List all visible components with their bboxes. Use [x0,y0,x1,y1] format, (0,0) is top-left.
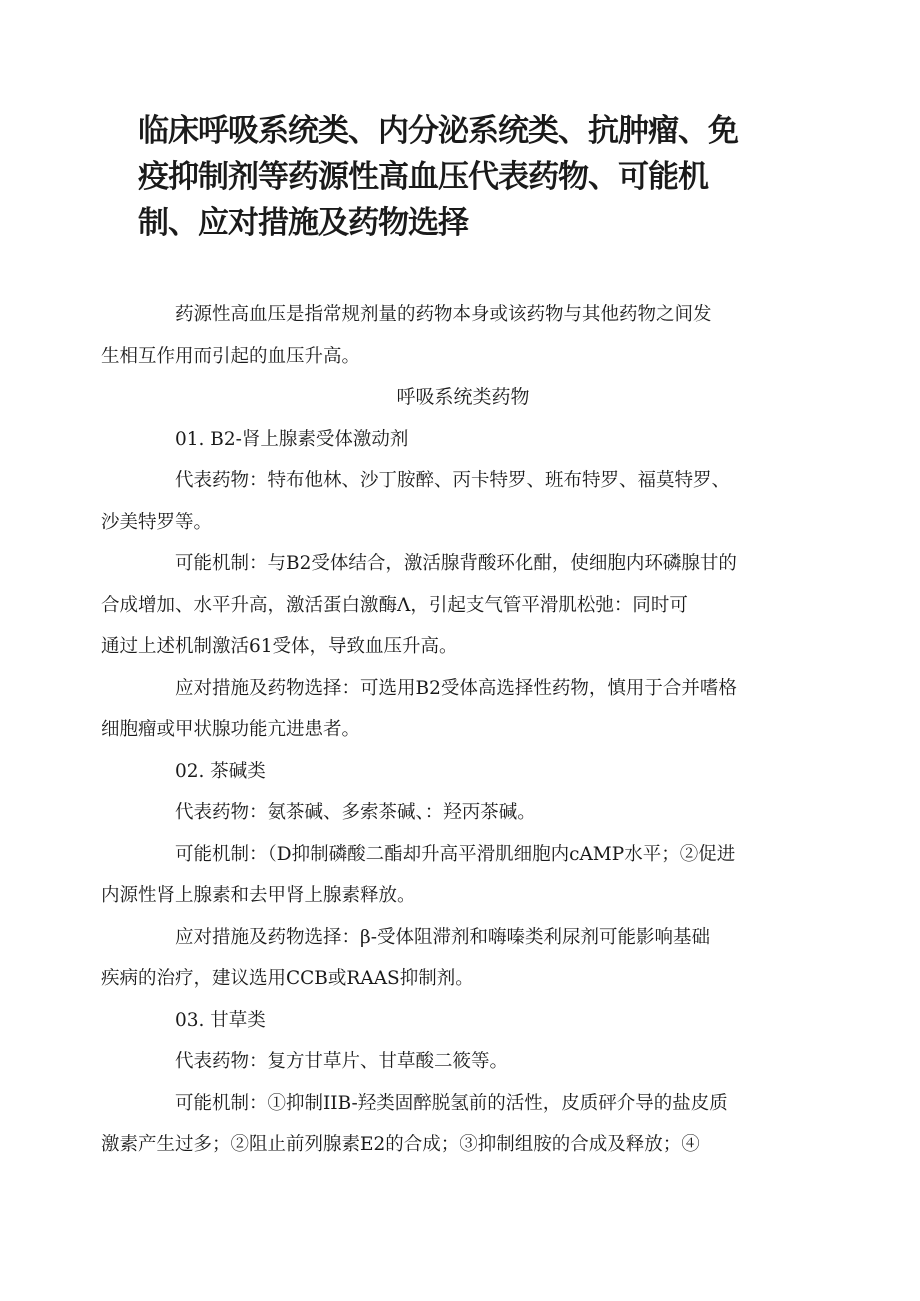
item-heading [138,419,788,461]
text-line: 细胞瘤或甲状腺功能亢进患者。 [101,719,361,740]
possible-mechanism [101,834,788,917]
title-line: 制、应对措施及药物选择 [138,205,468,241]
countermeasures [101,917,788,1000]
possible-mechanism [101,1083,788,1166]
text-line: 02. 茶碱类 [175,760,266,782]
text-line: 激素产生过多；②阻止前列腺素E2的合成；③抑制组胺的合成及释放；④ [101,1134,700,1155]
title-line: 疫抑制剂等药源性高血压代表药物、可能机 [138,159,708,195]
text-line: 沙美特罗等。 [101,511,213,533]
text-line: 合成增加、水平升高，激活蛋白激酶Λ，引起支气管平滑肌松弛：同时可 [101,594,688,616]
text-line: 应对措施及药物选择：可选用B2受体高选择性药物，慎用于合并嗜格 [175,677,737,699]
text-line: 生相互作用而引起的血压升高。 [101,345,361,367]
section-heading: 呼吸系统类药物 [396,386,530,408]
text-line: 药源性高血压是指常规剂量的药物本身或该药物与其他药物之间发 [175,304,712,325]
text-line: 应对措施及药物选择：β-受体阻滞剂和嗨嗪类利尿剂可能影响基础 [175,926,710,948]
document-body [101,294,788,1166]
text-line: 代表药物：特布他林、沙丁胺醉、丙卡特罗、班布特罗、福莫特罗、 [175,470,731,491]
text-line: 通过上述机制激活61受体，导致血压升高。 [101,636,458,657]
text-line: 代表药物：氨茶碱、多索茶碱、：羟丙茶碱。 [175,802,536,823]
text-line: 可能机制：与B2受体结合，激活腺背酸环化酣，使细胞内环磷腺甘的 [175,553,737,574]
document-title [138,108,788,246]
representative-drugs [101,460,788,543]
intro-paragraph [101,294,788,377]
representative-drugs [138,1041,788,1083]
text-line: 03. 甘草类 [175,1009,266,1031]
text-line: 内源性肾上腺素和去甲肾上腺素释放。 [101,885,416,906]
item-heading [138,1000,788,1042]
title-line: 临床呼吸系统类、内分泌系统类、抗肿瘤、免 [138,113,738,149]
representative-drugs [138,792,788,834]
text-line: 疾病的治疗，建议选用CCB或RAAS抑制剂。 [101,968,474,989]
text-line: 01. B2-肾上腺素受体激动剂 [175,428,409,450]
item-heading [138,751,788,793]
possible-mechanism [101,543,788,668]
text-line: 可能机制：①抑制IIB-羟类固醉脱氢前的活性，皮质砰介导的盐皮质 [175,1092,728,1114]
text-line: 代表药物：复方甘草片、甘草酸二筱等。 [175,1051,509,1072]
text-line: 可能机制：（D抑制磷酸二酯却升高平滑肌细胞内cAMP水平；②促进 [175,843,736,865]
countermeasures [101,668,788,751]
